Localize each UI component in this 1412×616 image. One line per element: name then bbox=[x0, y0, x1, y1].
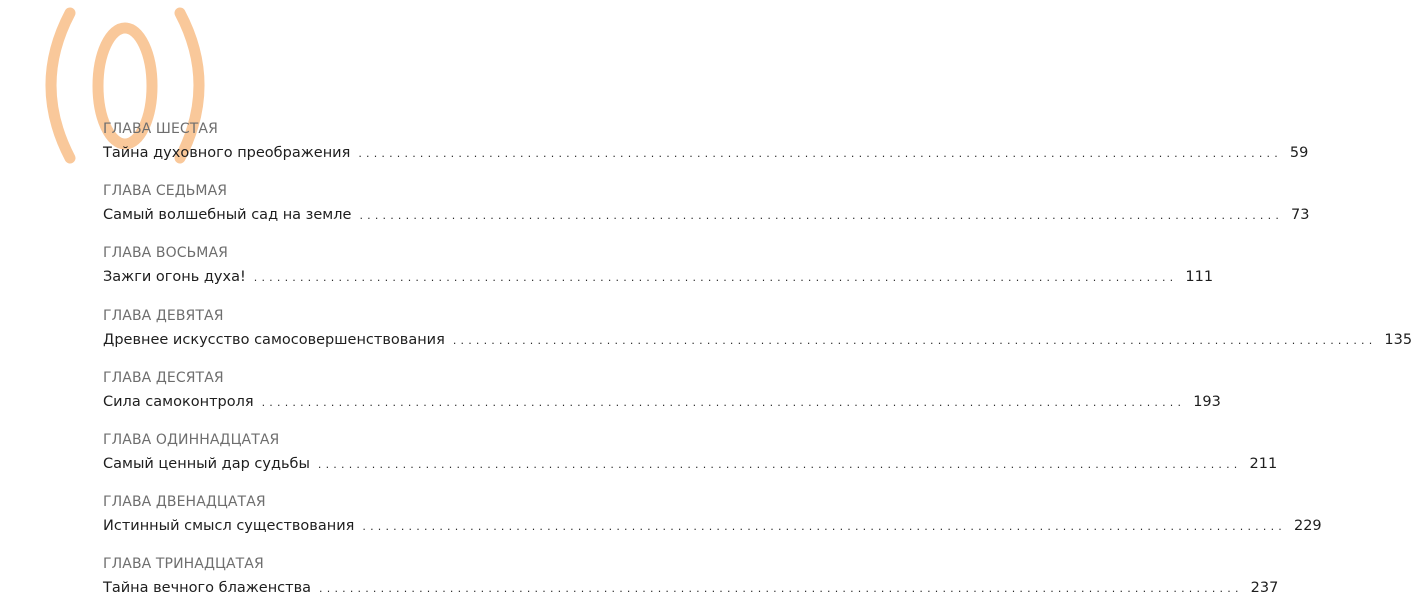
page-number: 111 bbox=[1185, 269, 1214, 286]
chapter-title: Тайна вечного блаженства bbox=[103, 580, 312, 597]
chapter-label: ГЛАВА ДВЕНАДЦАТАЯ bbox=[103, 494, 266, 511]
page-number: 73 bbox=[1291, 207, 1310, 224]
dot-leader: ........................................................................................................................ bbox=[358, 147, 1282, 160]
toc-line bbox=[103, 575, 1279, 601]
chapter-label: ГЛАВА СЕДЬМАЯ bbox=[103, 183, 228, 200]
chapter-label: ГЛАВА ДЕСЯТАЯ bbox=[103, 369, 224, 386]
table-of-contents bbox=[103, 118, 1412, 616]
dot-leader: ........................................................................................................................ bbox=[317, 457, 1242, 471]
page-number: 229 bbox=[1293, 518, 1322, 535]
chapter-label: ГЛАВА ОДИННАДЦАТАЯ bbox=[103, 431, 280, 448]
toc-line bbox=[103, 327, 1412, 353]
chapter-label: ГЛАВА ДЕВЯТАЯ bbox=[103, 307, 224, 324]
toc-entry[interactable] bbox=[103, 553, 1279, 615]
page-number: 211 bbox=[1249, 455, 1278, 472]
toc-line bbox=[103, 264, 1214, 290]
chapter-title: Сила самоконтроля bbox=[103, 393, 254, 410]
chapter-title: Тайна духовного преображения bbox=[103, 145, 351, 161]
chapter-label: ГЛАВА ШЕСТАЯ bbox=[103, 121, 218, 137]
page-number: 59 bbox=[1289, 145, 1309, 161]
chapter-title: Истинный смысл существования bbox=[103, 518, 355, 535]
toc-entry[interactable] bbox=[103, 491, 1322, 553]
dot-leader: ........................................................................................................................ bbox=[362, 520, 1286, 534]
page-number: 193 bbox=[1193, 393, 1221, 410]
dot-leader: ........................................................................................................................ bbox=[253, 271, 1178, 285]
toc-entry[interactable] bbox=[103, 429, 1278, 491]
chapter-label: ГЛАВА ВОСЬМАЯ bbox=[103, 245, 228, 262]
toc-entry[interactable] bbox=[103, 118, 1309, 180]
left-paren-shape bbox=[51, 13, 70, 158]
dot-leader: ........................................................................................................................ bbox=[319, 582, 1243, 596]
toc-line bbox=[103, 140, 1309, 166]
dot-leader: ........................................................................................................................ bbox=[359, 209, 1284, 223]
page-number: 135 bbox=[1384, 331, 1412, 348]
dot-leader: ........................................................................................................................ bbox=[261, 395, 1186, 409]
dot-leader: ........................................................................................................................ bbox=[452, 333, 1377, 347]
chapter-label: ГЛАВА ТРИНАДЦАТАЯ bbox=[103, 556, 264, 573]
toc-entry[interactable] bbox=[103, 180, 1310, 242]
toc-line bbox=[103, 513, 1322, 539]
chapter-title: Самый ценный дар судьбы bbox=[103, 455, 310, 472]
toc-entry[interactable] bbox=[103, 305, 1412, 367]
chapter-title: Древнее искусство самосовершенствования bbox=[103, 331, 445, 348]
page-number: 237 bbox=[1250, 580, 1279, 597]
toc-entry[interactable] bbox=[103, 242, 1214, 304]
chapter-title: Самый волшебный сад на земле bbox=[103, 207, 352, 224]
toc-line bbox=[103, 389, 1221, 415]
toc-line bbox=[103, 451, 1278, 477]
toc-entry[interactable] bbox=[103, 367, 1221, 429]
chapter-title: Зажги огонь духа! bbox=[103, 269, 246, 286]
toc-line bbox=[103, 202, 1310, 228]
